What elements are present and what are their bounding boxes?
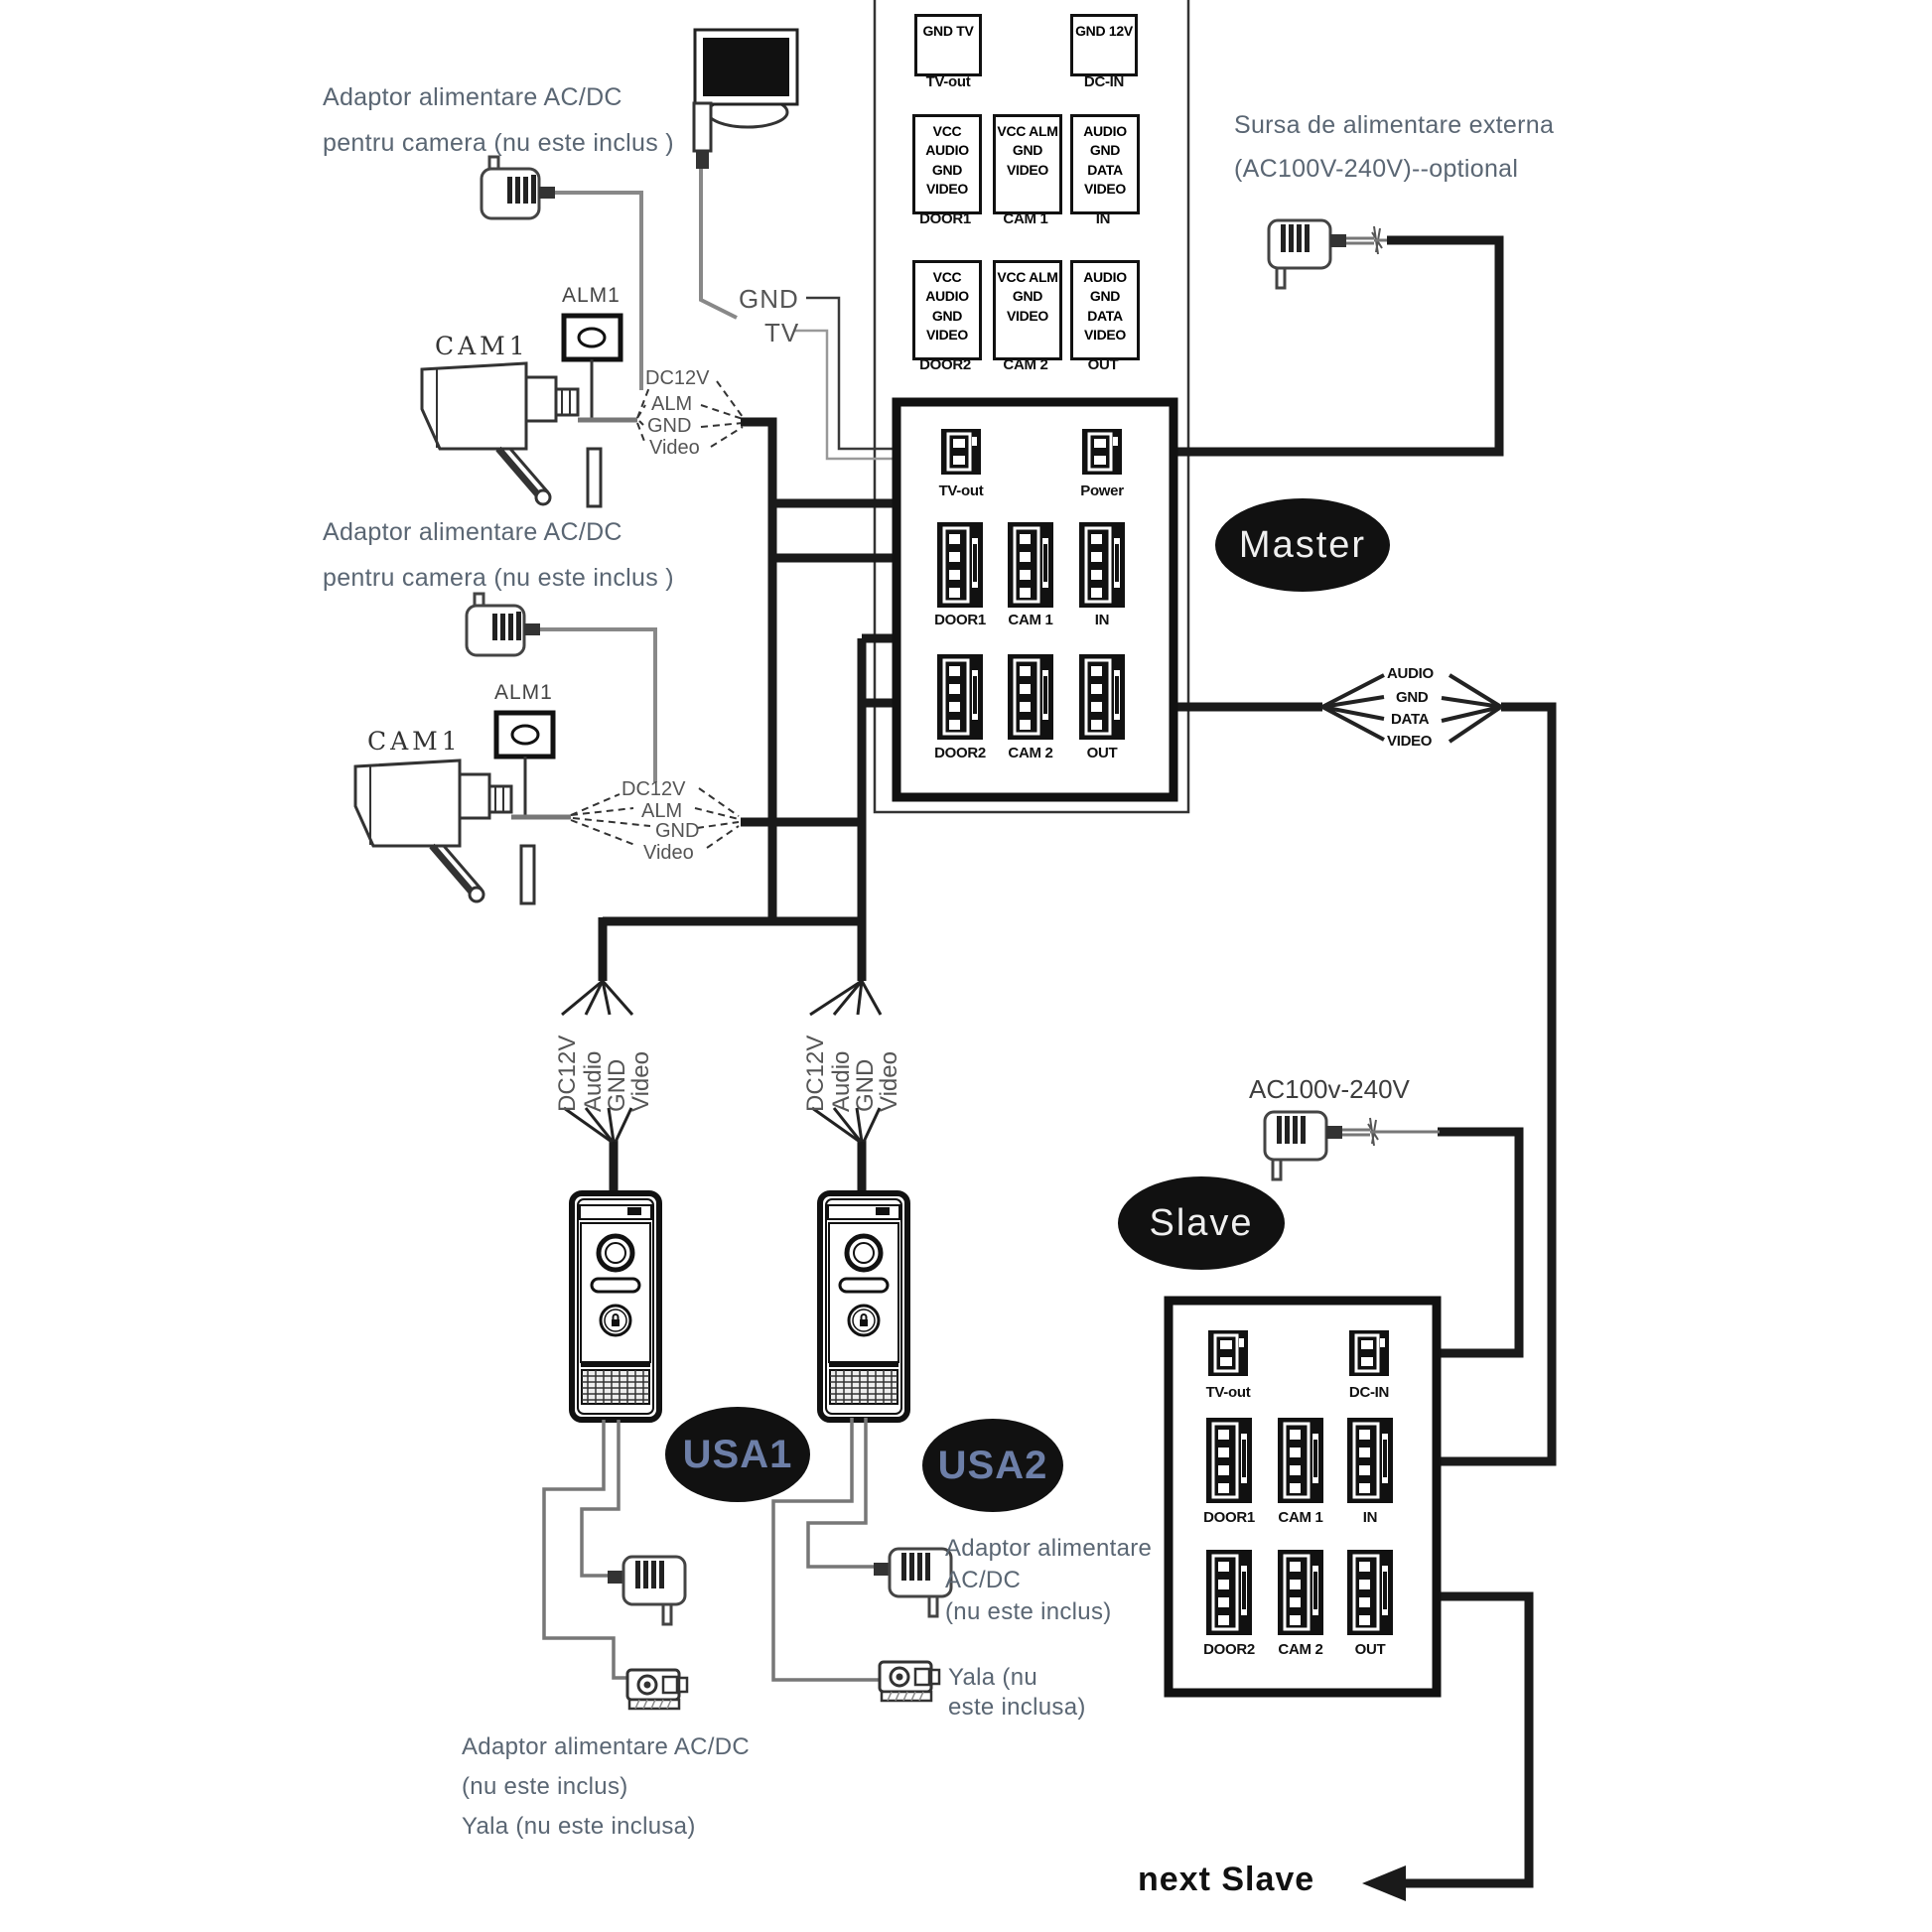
slave-dcin-label: DC-IN [1348, 1384, 1390, 1401]
master-door2-connector [937, 654, 983, 740]
monitor-cable [701, 169, 737, 318]
master-badge: Master [1238, 523, 1367, 566]
usa1-adaptor-note-line2: (nu este inclus) [462, 1773, 628, 1800]
slave-door1-connector [1206, 1418, 1252, 1503]
legend-tvout-pins: GND TV [922, 23, 974, 39]
adaptor-cam2-note-line1: Adaptor alimentare AC/DC [323, 518, 622, 546]
slave-cam2-label: CAM 2 [1278, 1641, 1323, 1658]
sursa-note-line2: (AC100V-240V)--optional [1234, 155, 1519, 183]
usa2-lock-icon [880, 1662, 939, 1701]
monitor-tv-label: TV [764, 318, 800, 347]
sursa-note-line1: Sursa de alimentare externa [1234, 111, 1555, 139]
legend-dcin-box [1070, 14, 1138, 76]
master-cam2-label: CAM 2 [1008, 745, 1053, 761]
usa2-badge: USA2 [937, 1443, 1048, 1487]
master-power-wire [1124, 240, 1499, 452]
legend-cam2-pins: VCC ALM GND VIDEO [997, 269, 1058, 324]
legend-door1-label: DOOR1 [919, 210, 971, 227]
slave-cam1-connector [1278, 1418, 1323, 1503]
bus-audio-label: AUDIO [1387, 665, 1434, 682]
slave-tvout-connector [1208, 1330, 1248, 1376]
station2-wire-audio: Audio [828, 1050, 855, 1112]
cam1b-icon [355, 760, 534, 903]
legend-door2-pins: VCC AUDIO GND VIDEO [925, 269, 969, 343]
master-power-connector [1082, 429, 1122, 475]
cam1b-wire-alm: ALM [641, 800, 683, 822]
slave-tvout-label: TV-out [1205, 1384, 1251, 1401]
cam1-wire-alm: ALM [651, 393, 693, 415]
alm1-box [564, 316, 621, 359]
master-cam1-label: CAM 1 [1008, 612, 1053, 628]
usa2-adaptor-note-line3: (nu este inclus) [945, 1598, 1112, 1625]
usa2-adaptor-note-line2: AC/DC [945, 1567, 1022, 1593]
legend-tvout-label: TV-out [925, 73, 971, 90]
power-adaptor-slave-icon [1265, 1112, 1378, 1179]
bus-gnd-label: GND [1396, 689, 1429, 706]
slave-door1-label: DOOR1 [1203, 1509, 1255, 1526]
door-station-usa2-icon [820, 1193, 907, 1420]
master-out-connector [1079, 654, 1125, 740]
master-door1-label: DOOR1 [934, 612, 986, 628]
legend-in-label: IN [1095, 210, 1111, 227]
legend-out-label: OUT [1087, 356, 1119, 373]
legend-cam1-box [993, 114, 1062, 214]
station1-wire-video: Video [627, 1051, 654, 1112]
usa2-adaptor-icon [874, 1549, 951, 1616]
slave-in-connector [1347, 1418, 1393, 1503]
alm1b-box [496, 713, 553, 757]
usa1-lock-icon [627, 1670, 687, 1709]
bus-fan [1322, 675, 1501, 742]
legend-cam2-box [993, 260, 1062, 360]
cam1b-wire-dc12v: DC12V [621, 778, 686, 800]
bus-data-label: DATA [1391, 711, 1430, 728]
tv-monitor-icon [694, 30, 797, 169]
master-tvout-connector [941, 429, 981, 475]
monitor-gnd-label: GND [739, 284, 799, 314]
slave-ac-label: AC100v-240V [1249, 1074, 1410, 1104]
usa2-adaptor-note-line1: Adaptor alimentare [945, 1535, 1153, 1562]
cam1-wire-video: Video [649, 437, 700, 459]
next-slave-label: next Slave [1138, 1861, 1315, 1898]
power-adaptor-master-icon [1269, 220, 1382, 288]
usa1-yala-note: Yala (nu este inclusa) [462, 1813, 696, 1840]
slave-out-connector [1347, 1550, 1393, 1635]
next-slave-arrow [1362, 1865, 1406, 1901]
adaptor-cam1-note-line1: Adaptor alimentare AC/DC [323, 83, 622, 111]
slave-cam2-connector [1278, 1550, 1323, 1635]
legend-door2-label: DOOR2 [919, 356, 971, 373]
legend-in-pins: AUDIO GND DATA VIDEO [1083, 123, 1127, 197]
legend-door1-pins: VCC AUDIO GND VIDEO [925, 123, 969, 197]
legend-cam1-label: CAM 1 [1003, 210, 1048, 227]
legend-dcin-pins: GND 12V [1075, 23, 1133, 39]
master-in-connector [1079, 522, 1125, 608]
alm1b-label: ALM1 [494, 681, 553, 704]
camera-adaptor-1-icon [482, 157, 555, 218]
slave-in-label: IN [1362, 1509, 1378, 1526]
alm1-label: ALM1 [562, 284, 621, 307]
usa1-badge: USA1 [682, 1432, 793, 1476]
bus-video-label: VIDEO [1387, 733, 1433, 750]
usa1-adaptor-note-line1: Adaptor alimentare AC/DC [462, 1733, 750, 1760]
cam1-name: CAM1 [435, 332, 529, 360]
legend-in-box [1070, 114, 1140, 214]
camera-adaptor-2-wire [540, 629, 655, 782]
legend-out-box [1070, 260, 1140, 360]
legend-cam2-label: CAM 2 [1003, 356, 1048, 373]
slave-badge: Slave [1149, 1201, 1254, 1244]
cam1b-name: CAM1 [367, 727, 462, 756]
station1-wire-dc12v: DC12V [554, 1035, 581, 1112]
master-door2-label: DOOR2 [934, 745, 986, 761]
legend-dcin-label: DC-IN [1083, 73, 1125, 90]
slave-dcin-connector [1349, 1330, 1389, 1376]
master-in-label: IN [1094, 612, 1110, 628]
cam1-wire-dc12v: DC12V [645, 367, 710, 389]
legend-tvout-box [914, 14, 982, 76]
cam1b-wire-gnd: GND [655, 820, 700, 842]
slave-cam1-label: CAM 1 [1278, 1509, 1323, 1526]
door-station-usa1-icon [572, 1193, 659, 1420]
usa1-adaptor-icon [608, 1557, 685, 1624]
master-cam1-connector [1008, 522, 1053, 608]
legend-door1-box [912, 114, 982, 214]
legend-cam1-pins: VCC ALM GND VIDEO [997, 123, 1058, 178]
master-out-label: OUT [1086, 745, 1118, 761]
master-cam2-connector [1008, 654, 1053, 740]
master-power-label: Power [1080, 483, 1124, 499]
station2-wire-video: Video [876, 1051, 902, 1112]
legend-door2-box [912, 260, 982, 360]
cam1b-wire-video: Video [643, 842, 694, 864]
cam1-icon [422, 363, 601, 506]
master-tvout-label: TV-out [938, 483, 984, 499]
usa1-accessory-wires [544, 1420, 627, 1678]
slave-out-label: OUT [1354, 1641, 1386, 1658]
camera-adaptor-2-icon [467, 594, 540, 655]
slave-door2-connector [1206, 1550, 1252, 1635]
master-door1-connector [937, 522, 983, 608]
adaptor-cam2-note-line2: pentru camera (nu este inclus ) [323, 564, 674, 592]
usa2-yala-note-line1: Yala (nu [948, 1664, 1038, 1691]
station1-wire-audio: Audio [580, 1050, 607, 1112]
cam1-wire-gnd: GND [647, 415, 692, 437]
legend-out-pins: AUDIO GND DATA VIDEO [1083, 269, 1127, 343]
adaptor-cam1-note-line2: pentru camera (nu este inclus ) [323, 129, 674, 157]
station2-wire-gnd: GND [852, 1058, 879, 1112]
station2-wire-dc12v: DC12V [802, 1035, 829, 1112]
slave-door2-label: DOOR2 [1203, 1641, 1255, 1658]
station1-wire-gnd: GND [604, 1058, 630, 1112]
usa2-yala-note-line2: este inclusa) [948, 1694, 1086, 1721]
